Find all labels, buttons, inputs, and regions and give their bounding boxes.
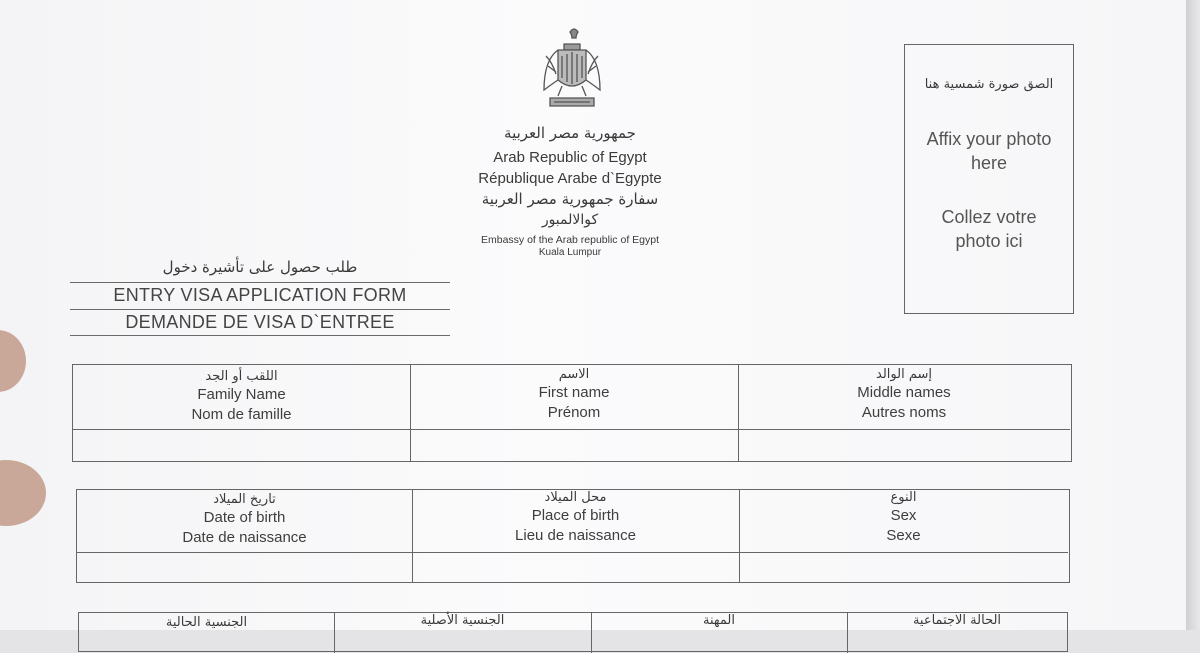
name-table (72, 364, 1072, 462)
form-title-english: ENTRY VISA APPLICATION FORM (113, 285, 407, 305)
sex-arabic: النوع (890, 490, 917, 505)
original-nationality-arabic: الجنسية الأصلية (420, 613, 505, 628)
sex-english: Sex (890, 507, 917, 524)
title-rule-bottom (70, 335, 450, 336)
date-of-birth-label (77, 492, 412, 548)
family-name-label (73, 369, 410, 425)
photo-box-french-line2: photo ici (955, 231, 1023, 251)
title-rule-top (70, 282, 450, 283)
current-nationality-arabic: الجنسية الحالية (165, 615, 248, 630)
header-arabic-city: كوالالمبور (541, 212, 599, 228)
header-arabic-republic: جمهورية مصر العربية (504, 124, 636, 142)
middle-names-french: Autres noms (861, 404, 947, 421)
sex-field[interactable] (739, 554, 1068, 580)
form-title-arabic: طلب حصول على تأشيرة دخول (162, 258, 358, 276)
middle-names-arabic: إسم الوالد (876, 367, 932, 382)
photo-box[interactable] (904, 44, 1074, 314)
page-edge-shadow (1186, 0, 1200, 630)
header-city-english: Kuala Lumpur (538, 247, 602, 258)
date-of-birth-french: Date de naissance (182, 529, 307, 546)
form-title-french: DEMANDE DE VISA D`ENTREE (125, 312, 395, 332)
first-name-english: First name (538, 384, 610, 401)
family-name-english: Family Name (197, 386, 286, 403)
birth-table (76, 489, 1070, 583)
marital-status-arabic: الحالة الاجتماعية (912, 613, 1002, 628)
date-of-birth-arabic: تاريخ الميلاد (213, 492, 276, 507)
place-of-birth-english: Place of birth (531, 507, 620, 524)
title-rule-middle (70, 309, 450, 310)
place-of-birth-arabic: محل الميلاد (544, 490, 607, 505)
place-of-birth-field[interactable] (412, 554, 739, 580)
first-name-label (410, 367, 738, 423)
first-name-french: Prénom (547, 404, 601, 421)
table-divider (77, 552, 1068, 553)
header-arabic-embassy: سفارة جمهورية مصر العربية (481, 190, 659, 208)
place-of-birth-french: Lieu de naissance (515, 527, 636, 544)
header-embassy-english: Embassy of the Arab republic of Egypt (480, 234, 659, 246)
first-name-field[interactable] (410, 431, 738, 459)
sex-french: Sexe (886, 527, 921, 544)
header-french-republic: République Arabe d`Egypte (478, 170, 662, 187)
photo-box-arabic: الصق صورة شمسية هنا (924, 77, 1054, 92)
photo-box-english-line2: here (970, 153, 1008, 173)
family-name-field[interactable] (73, 431, 410, 459)
first-name-arabic: الاسم (558, 367, 590, 382)
date-of-birth-english: Date of birth (203, 509, 286, 526)
eagle-emblem-icon (540, 26, 604, 112)
family-name-arabic: اللقب أو الجد (205, 369, 278, 384)
middle-names-field[interactable] (738, 431, 1070, 459)
date-of-birth-field[interactable] (77, 554, 412, 580)
place-of-birth-label (412, 490, 739, 546)
photo-box-french-line1: Collez votre (941, 207, 1037, 227)
header-english-republic: Arab Republic of Egypt (493, 149, 647, 166)
middle-names-label (738, 367, 1070, 423)
sex-label (739, 490, 1068, 546)
nationality-table (78, 612, 1068, 652)
middle-names-english: Middle names (857, 384, 951, 401)
photo-box-english-line1: Affix your photo (926, 129, 1052, 149)
profession-arabic: المهنة (703, 613, 735, 628)
table-divider (73, 429, 1070, 430)
family-name-french: Nom de famille (191, 406, 292, 423)
